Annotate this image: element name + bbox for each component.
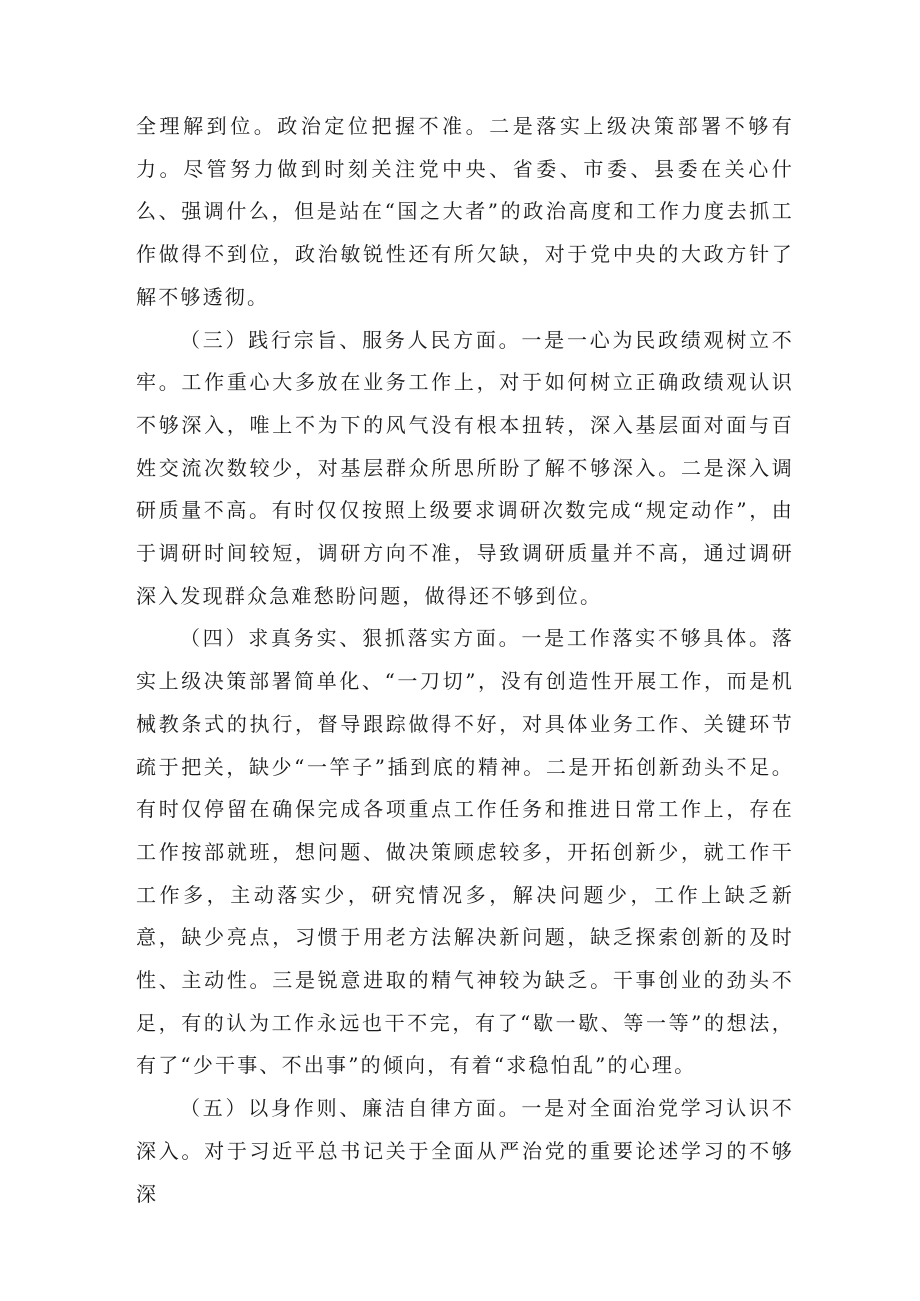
paragraph-continued: 全理解到位。政治定位把握不准。二是落实上级决策部署不够有力。尽管努力做到时刻关注党中央、省委、市委、县委在关心什么、强调什么，但是站在“国之大者”的政治高度和工作力度去抓工作做得不到位，政治敏锐性还有所欠缺，对于党中央的大政方针了解不够透彻。: [136, 114, 794, 309]
document-body: [136, 105, 794, 1215]
paragraph-section-5: （五）以身作则、廉洁自律方面。一是对全面治党学习认识不深入。对于习近平总书记关于全面从严治党的重要论述学习的不够深: [136, 1096, 794, 1206]
paragraph-section-3: （三）践行宗旨、服务人民方面。一是一心为民政绩观树立不牢。工作重心大多放在业务工作上，对于如何树立正确政绩观认识不够深入，唯上不为下的风气没有根本扭转，深入基层面对面与百姓交流次数较少，对基层群众所思所盼了解不够深入。二是深入调研质量不高。有时仅仅按照上级要求调研次数完成“规定动作”，由于调研时间较短，调研方向不准，导致调研质量并不高，通过调研深入发现群众急难愁盼问题，做得还不够到位。: [136, 327, 794, 608]
paragraph-section-4: （四）求真务实、狠抓落实方面。一是工作落实不够具体。落实上级决策部署简单化、“一刀切”，没有创造性开展工作，而是机械教条式的执行，督导跟踪做得不好，对具体业务工作、关键环节疏于把关，缺少“一竿子”插到底的精神。二是开拓创新劲头不足。有时仅停留在确保完成各项重点工作任务和推进日常工作上，存在工作按部就班，想问题、做决策顾虑较多，开拓创新少，就工作干工作多，主动落实少，研究情况多，解决问题少，工作上缺乏新意，缺少亮点，习惯于用老方法解决新问题，缺乏探索创新的及时性、主动性。三是锐意进取的精气神较为缺乏。干事创业的劲头不足，有的认为工作永远也干不完，有了“歇一歇、等一等”的想法，有了“少干事、不出事”的倾向，有着“求稳怕乱”的心理。: [136, 626, 794, 1078]
